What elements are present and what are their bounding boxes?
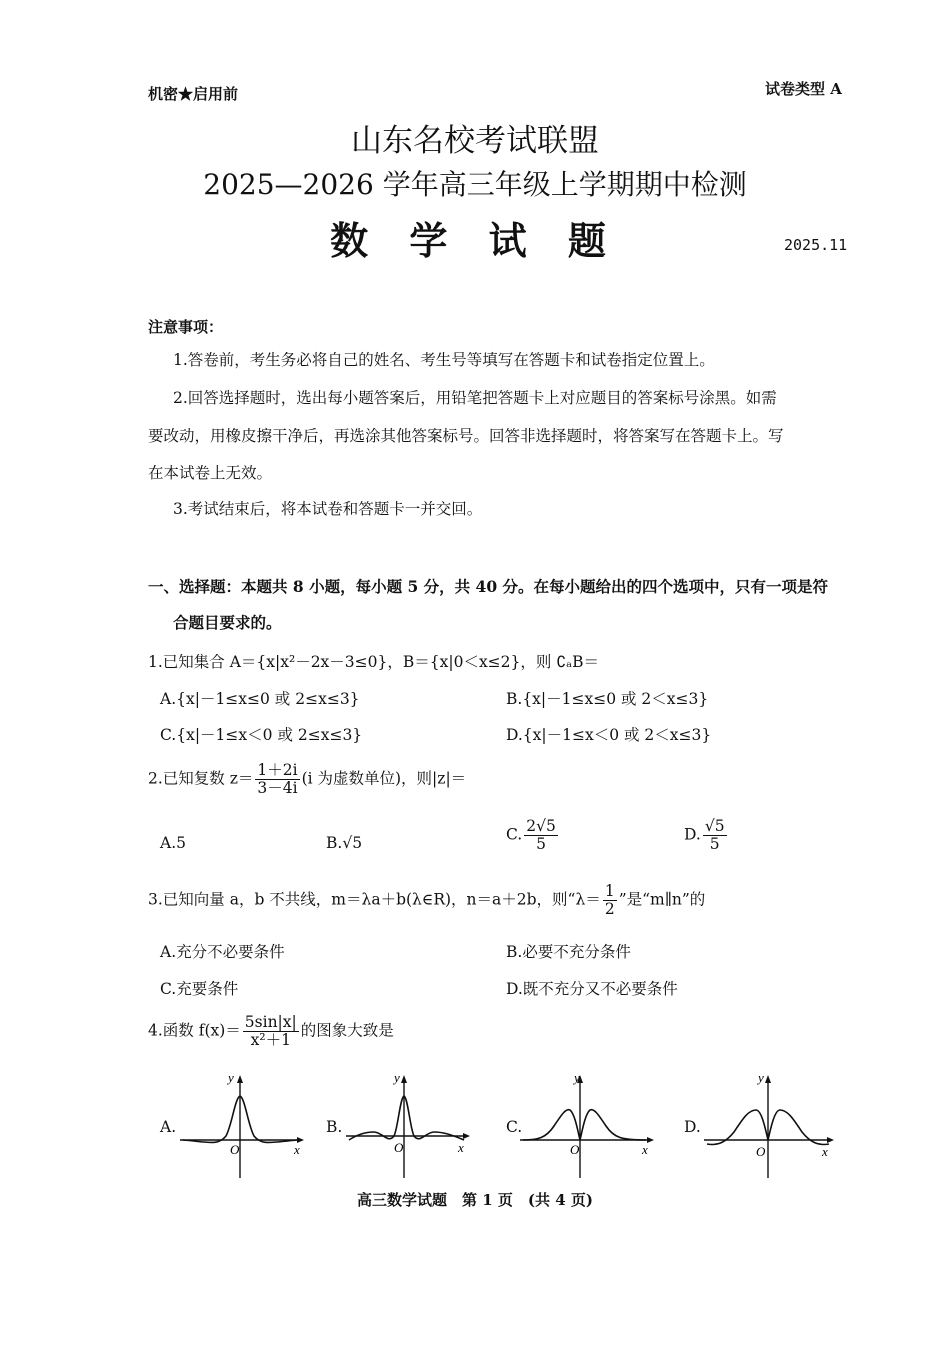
question-2-option-c-numerator: 2√5 <box>526 817 556 835</box>
question-3-option-c: C.充要条件 <box>160 980 239 998</box>
question-2-option-d <box>684 818 729 853</box>
graph-c-origin-label: O <box>570 1142 580 1157</box>
question-3-numerator: 1 <box>604 882 615 900</box>
question-4-stem-post: 的图象大致是 <box>300 1021 394 1040</box>
question-4-fraction <box>243 1014 299 1049</box>
question-2-option-c-prefix: C. <box>506 825 523 844</box>
question-3-denominator: 2 <box>604 900 615 919</box>
question-3-option-a: A.充分不必要条件 <box>160 943 285 961</box>
note-1: 1.答卷前，考生务必将自己的姓名、考生号等填写在答题卡和试卷指定位置上。 <box>173 351 715 369</box>
graph-a-x-label: x <box>294 1142 300 1157</box>
graph-d-x-label: x <box>822 1144 828 1159</box>
question-2-option-b: B.√5 <box>326 834 363 852</box>
question-4-stem <box>148 1014 394 1049</box>
question-2-option-c-fraction <box>524 818 558 853</box>
note-2-line2: 要改动，用橡皮擦干净后，再选涂其他答案标号。回答非选择题时，将答案写在答题卡上。写 <box>148 427 784 445</box>
graph-b-x-label: x <box>458 1140 464 1155</box>
question-4-denominator: x²＋1 <box>250 1031 291 1050</box>
exam-org-title: 山东名校考试联盟 <box>351 123 599 159</box>
question-3-stem-pre: 3.已知向量 a，b 不共线，m＝λa＋b(λ∈R)，n＝a＋2b，则“λ＝ <box>148 890 601 909</box>
note-2-line1: 2.回答选择题时，选出每小题答案后，用铅笔把答题卡上对应题目的答案标号涂黑。如需 <box>173 389 777 407</box>
exam-date: 2025.11 <box>784 236 848 254</box>
question-2-option-c <box>506 818 560 853</box>
question-3-fraction <box>603 883 617 918</box>
note-2-line3: 在本试卷上无效。 <box>148 464 273 482</box>
question-2-option-a: A.5 <box>160 834 186 852</box>
question-1-stem: 1.已知集合 A＝{x|x²－2x－3≤0}，B＝{x|0＜x≤2}，则 ∁ₐB＝ <box>148 653 600 671</box>
question-4-stem-pre: 4.函数 f(x)＝ <box>148 1021 241 1040</box>
question-2-option-d-fraction <box>703 818 727 853</box>
question-4-option-b: B. <box>326 1118 343 1136</box>
question-2-option-c-denominator: 5 <box>536 835 546 854</box>
question-1-option-d: D.{x|－1≤x＜0 或 2＜x≤3} <box>506 726 712 744</box>
question-3-option-d: D.既不充分又不必要条件 <box>506 980 678 998</box>
question-2-option-d-numerator: √5 <box>704 817 725 835</box>
question-3-option-b: B.必要不充分条件 <box>506 943 631 961</box>
question-2-stem-pre: 2.已知复数 z＝ <box>148 769 254 788</box>
question-4-option-d: D. <box>684 1118 701 1136</box>
question-2-stem <box>148 762 466 797</box>
graph-a-y-label: y <box>228 1070 234 1085</box>
question-3-stem <box>148 883 705 918</box>
confidential-label: 机密★启用前 <box>148 85 239 103</box>
subject-title: 数 学 试 题 <box>330 218 620 263</box>
question-2-fraction <box>255 762 299 797</box>
section-heading-line2: 合题目要求的。 <box>173 613 282 632</box>
question-3-stem-post: ”是“m∥n”的 <box>618 890 706 909</box>
page-footer: 高三数学试题 第 1 页 (共 4 页) <box>357 1191 593 1209</box>
question-1-option-c: C.{x|－1≤x＜0 或 2≤x≤3} <box>160 726 363 744</box>
question-2-option-d-prefix: D. <box>684 825 701 844</box>
note-3: 3.考试结束后，将本试卷和答题卡一并交回。 <box>173 500 483 518</box>
question-4-option-c: C. <box>506 1118 523 1136</box>
paper-type-label: 试卷类型 A <box>765 80 842 98</box>
question-4-option-a: A. <box>160 1118 177 1136</box>
graph-option-a <box>178 1070 308 1180</box>
exam-name-title: 2025—2026 学年高三年级上学期期中检测 <box>203 168 747 201</box>
question-1-option-a: A.{x|－1≤x≤0 或 2≤x≤3} <box>160 690 360 708</box>
notes-heading: 注意事项： <box>148 318 224 336</box>
graph-option-c <box>518 1070 658 1180</box>
question-2-denominator: 3－4i <box>257 779 298 798</box>
graph-b-y-label: y <box>394 1070 400 1085</box>
question-1-option-b: B.{x|－1≤x≤0 或 2＜x≤3} <box>506 690 709 708</box>
graph-option-d <box>702 1070 842 1180</box>
graph-d-origin-label: O <box>756 1144 766 1159</box>
graph-c-x-label: x <box>642 1142 648 1157</box>
graph-option-b <box>344 1070 474 1180</box>
question-2-option-d-denominator: 5 <box>709 835 720 854</box>
graph-c-y-label: y <box>574 1070 580 1085</box>
question-2-stem-post: (i 为虚数单位)，则|z|＝ <box>301 769 467 788</box>
question-4-numerator: 5sin|x| <box>244 1013 297 1031</box>
graph-a-origin-label: O <box>230 1142 240 1157</box>
graph-d-y-label: y <box>758 1070 764 1085</box>
graph-b-origin-label: O <box>394 1140 404 1155</box>
section-heading-line1: 一、选择题：本题共 8 小题，每小题 5 分，共 40 分。在每小题给出的四个选项中，只有一项是符 <box>148 577 829 596</box>
question-2-numerator: 1＋2i <box>257 761 298 779</box>
